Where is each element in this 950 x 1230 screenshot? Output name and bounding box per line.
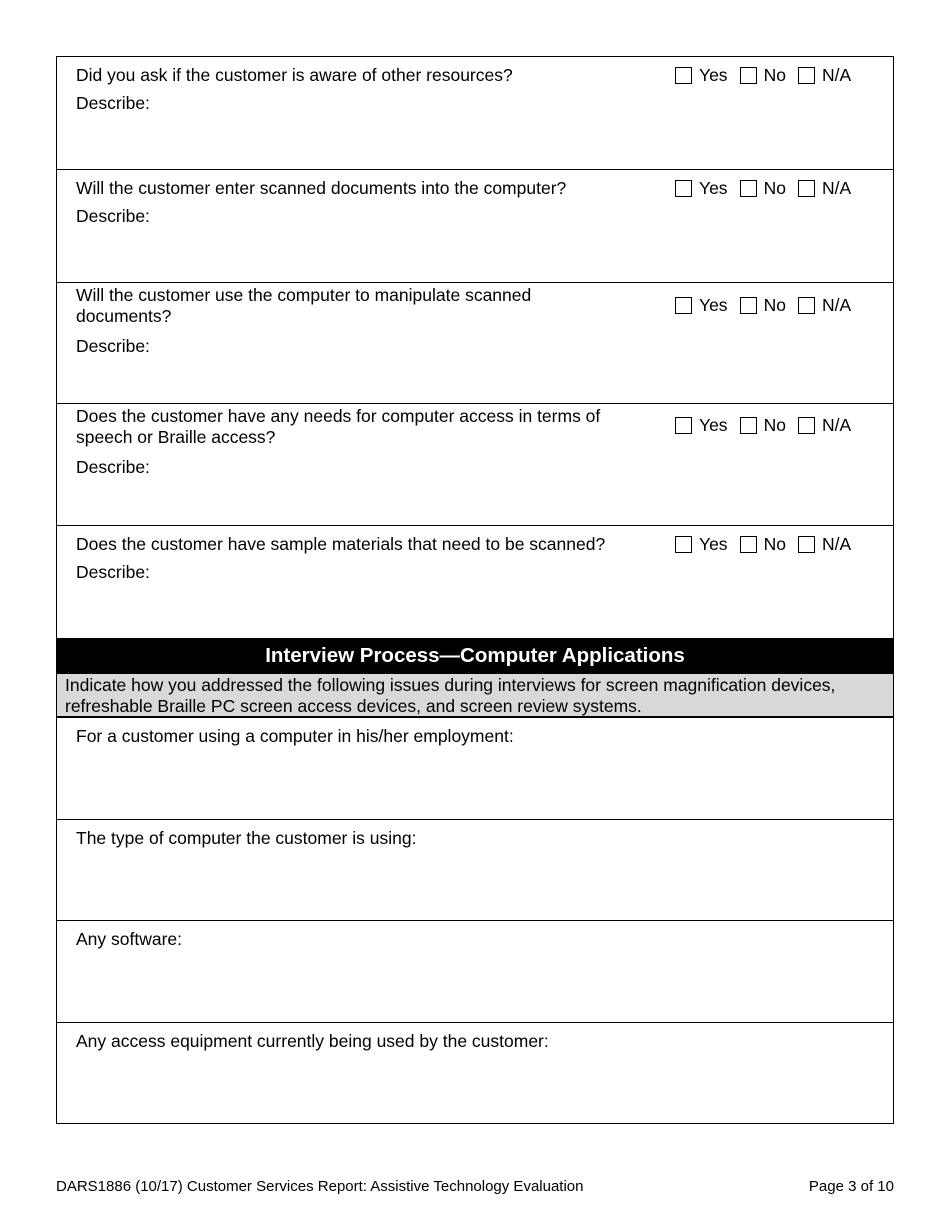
page-number: Page 3 of 10 — [808, 1178, 894, 1195]
question-text: Does the customer have any needs for computer access in terms of speech or Braille access? — [76, 406, 601, 447]
field-row[interactable] — [57, 718, 893, 820]
describe-label: Describe: — [76, 93, 150, 113]
yes-no-na-group — [675, 534, 851, 555]
na-checkbox[interactable] — [798, 180, 815, 197]
field-row[interactable] — [57, 921, 893, 1023]
section-header: Interview Process—Computer Applications — [57, 638, 893, 674]
no-checkbox[interactable] — [740, 536, 757, 553]
yes-checkbox[interactable] — [675, 180, 692, 197]
question-row — [57, 526, 893, 638]
section-instructions: Indicate how you addressed the following issues during interviews for screen magnification devices, refreshable Braille PC screen access devices, and screen review systems. — [56, 674, 894, 718]
evaluation-form — [56, 56, 894, 1124]
field-row[interactable] — [57, 1023, 893, 1124]
no-checkbox[interactable] — [740, 297, 757, 314]
yes-label: Yes — [699, 65, 728, 85]
yes-label: Yes — [699, 295, 728, 315]
question-text: Did you ask if the customer is aware of other resources? — [76, 65, 513, 85]
yes-no-na-group — [675, 178, 851, 199]
question-text: Does the customer have sample materials that need to be scanned? — [76, 534, 606, 554]
yes-no-na-group — [675, 295, 851, 316]
form-id: DARS1886 (10/17) Customer Services Report: Assistive Technology Evaluation — [56, 1178, 584, 1195]
question-row — [57, 170, 893, 283]
na-label: N/A — [821, 534, 852, 554]
describe-label: Describe: — [76, 457, 150, 477]
yes-checkbox[interactable] — [675, 536, 692, 553]
field-label: The type of computer the customer is using: — [76, 828, 417, 848]
question-text: Will the customer enter scanned documents into the computer? — [76, 178, 567, 198]
field-label: Any software: — [76, 929, 183, 949]
na-label: N/A — [821, 65, 852, 85]
describe-label: Describe: — [76, 206, 150, 226]
no-label: No — [763, 178, 786, 198]
na-label: N/A — [821, 415, 852, 435]
na-checkbox[interactable] — [798, 297, 815, 314]
yes-checkbox[interactable] — [675, 417, 692, 434]
no-label: No — [763, 65, 786, 85]
question-row — [57, 283, 893, 404]
na-label: N/A — [821, 178, 852, 198]
question-row — [57, 404, 893, 526]
field-row[interactable] — [57, 820, 893, 921]
no-label: No — [763, 295, 786, 315]
describe-label: Describe: — [76, 562, 150, 582]
yes-label: Yes — [699, 534, 728, 554]
yes-label: Yes — [699, 415, 728, 435]
field-label: Any access equipment currently being used by the customer: — [76, 1031, 549, 1051]
no-checkbox[interactable] — [740, 180, 757, 197]
yes-checkbox[interactable] — [675, 67, 692, 84]
yes-checkbox[interactable] — [675, 297, 692, 314]
yes-label: Yes — [699, 178, 728, 198]
field-label: For a customer using a computer in his/her employment: — [76, 726, 514, 746]
question-row — [57, 57, 893, 170]
na-checkbox[interactable] — [798, 417, 815, 434]
no-label: No — [763, 534, 786, 554]
yes-no-na-group — [675, 415, 851, 436]
na-label: N/A — [821, 295, 852, 315]
no-checkbox[interactable] — [740, 417, 757, 434]
na-checkbox[interactable] — [798, 67, 815, 84]
describe-label: Describe: — [76, 336, 150, 356]
yes-no-na-group — [675, 65, 851, 86]
question-text: Will the customer use the computer to manipulate scanned documents? — [76, 285, 532, 326]
na-checkbox[interactable] — [798, 536, 815, 553]
no-checkbox[interactable] — [740, 67, 757, 84]
no-label: No — [763, 415, 786, 435]
